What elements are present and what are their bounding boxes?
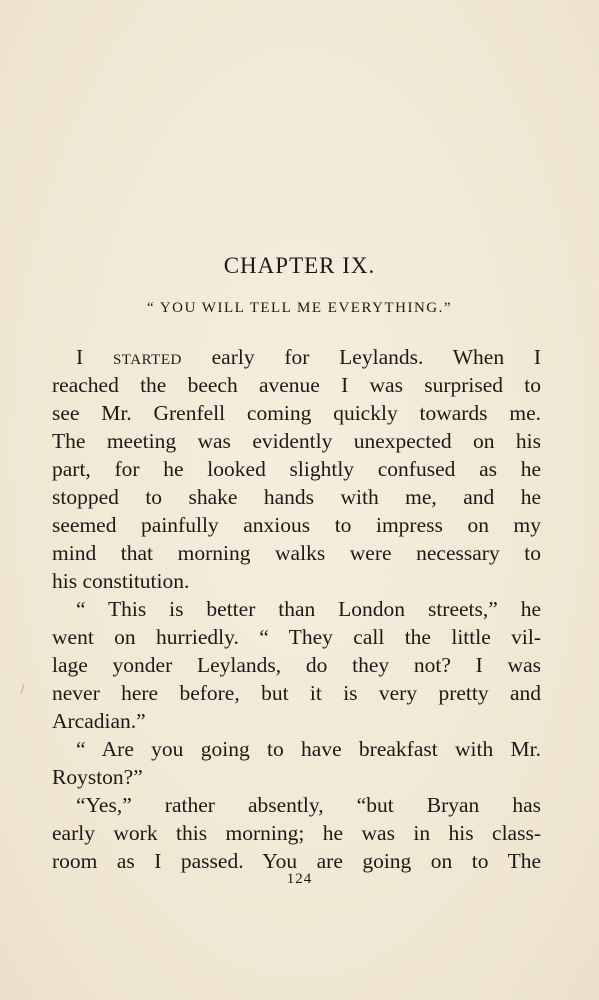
text-line: reached the beech avenue I was surprised to [52, 373, 541, 397]
text-line: “Yes,” rather absently, “but Bryan has [76, 793, 541, 817]
text-line: seemed painfully anxious to impress on my [52, 513, 541, 537]
text-line: never here before, but it is very pretty and [52, 681, 541, 705]
line-rest: early for Leylands. When I [181, 345, 541, 369]
text-line: lage yonder Leylands, do they not? I was [52, 653, 541, 677]
drop-word: I [76, 345, 113, 369]
paper-speck [20, 684, 24, 694]
text-line [52, 343, 541, 371]
chapter-subtitle: “ YOU WILL TELL ME EVERYTHING.” [146, 300, 453, 316]
text-line: The meeting was evidently unexpected on his [52, 429, 541, 453]
chapter-title: CHAPTER IX. [223, 253, 376, 278]
page-number: 124 [286, 871, 313, 887]
body-text [52, 343, 541, 875]
text-line: Royston?” [52, 765, 143, 789]
text-line: mind that morning walks were necessary to [52, 541, 541, 565]
text-line: stopped to shake hands with me, and he [52, 485, 541, 509]
text-line: part, for he looked slightly confused as he [52, 457, 541, 481]
text-line: “ This is better than London streets,” he [76, 597, 541, 621]
smallcaps-word: started [112, 345, 182, 369]
text-line: room as I passed. You are going on to The [52, 849, 541, 873]
text-line: “ Are you going to have breakfast with Mr. [76, 737, 541, 761]
text-line: Arcadian.” [52, 709, 146, 733]
text-line: his constitution. [52, 569, 190, 593]
text-line: early work this morning; he was in his class- [52, 821, 541, 845]
text-line: see Mr. Grenfell coming quickly towards me. [52, 401, 541, 425]
text-line: went on hurriedly. “ They call the little vil- [52, 625, 541, 649]
